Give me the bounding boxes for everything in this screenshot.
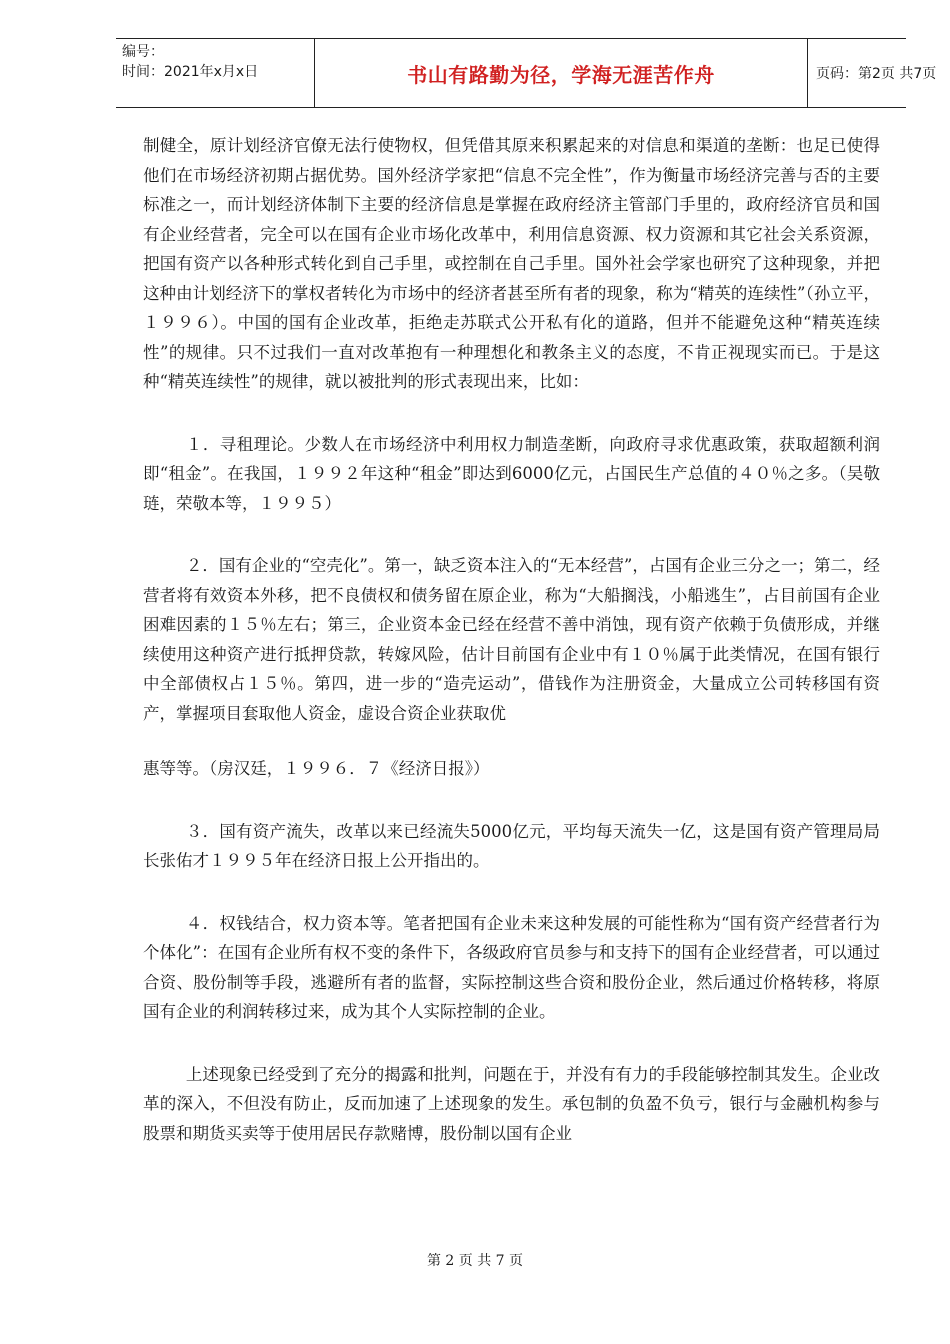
header-meta xyxy=(116,39,314,107)
paragraph-item-2-continued: 惠等等。（房汉廷，１９９６．７《经济日报》） xyxy=(143,759,490,778)
paragraph-intro: 制健全，原计划经济官僚无法行使物权，但凭借其原来积累起来的对信息和渠道的垄断：也足已使得他们在市场经济初期占据优势。国外经济学家把“信息不完全性”，作为衡量市场经济完善与否的主要标准之一，而计划经济体制下主要的经济信息是掌握在政府经济主管部门手里的，政府经济官员和国有企业经营者，完全可以在国有企业市场化改革中，利用信息资源、权力资源和其它社会关系资源，把国有资产以各种形式转化到自己手里，或控制在自己手里。国外社会学家也研究了这种现象，并把这种由计划经济下的掌权者转化为市场中的经济者甚至所有者的现象，称为“精英的连续性”（孙立平，１９９６）。中国的国有企业改革，拒绝走苏联式公开私有化的道路，但并不能避免这种“精英连续性”的规律。只不过我们一直对改革抱有一种理想化和教条主义的态度，不肯正视现实而已。于是这种“精英连续性”的规律，就以被批判的形式表现出来，比如： xyxy=(143,136,880,391)
motto-text: 书山有路勤为径，学海无涯苦作舟 xyxy=(407,62,715,87)
header-page-info: 页码：第2页 共7页 xyxy=(816,66,937,82)
page-header xyxy=(116,38,937,108)
paragraph-conclusion: 上述现象已经受到了充分的揭露和批判，问题在于，并没有有力的手段能够控制其发生。企业改革的深入，不但没有防止，反而加速了上述现象的发生。承包制的负盈不负亏，银行与金融机构参与股票和期货买卖等于使用居民存款赌博，股份制以国有企业 xyxy=(143,1064,880,1143)
document-body xyxy=(143,131,880,1148)
paragraph-item-2: ２．国有企业的“空壳化”。第一，缺乏资本注入的“无本经营”，占国有企业三分之一；第二，经营者将有效资本外移，把不良债权和债务留在原企业，称为“大船搁浅，小船逃生”，占目前国有企业困难因素的１５％左右；第三，企业资本金已经在经营不善中消蚀，现有资产依赖于负债形成，并继续使用这种资产进行抵押贷款，转嫁风险，估计目前国有企业中有１０％属于此类情况，在国有银行中全部债权占１５％。第四，进一步的“造壳运动”，借钱作为注册资金，大量成立公司转移国有资产，掌握项目套取他人资金，虚设合资企业获取优 xyxy=(143,556,880,723)
paragraph-item-1: １．寻租理论。少数人在市场经济中利用权力制造垄断，向政府寻求优惠政策，获取超额利润即“租金”。在我国，１９９２年这种“租金”即达到6000亿元，占国民生产总值的４０％之多。（吴敬琏，荣敬本等，１９９５） xyxy=(143,434,880,513)
time-label: 时间：2021年x月x日 xyxy=(122,64,259,80)
paragraph-item-4: ４．权钱结合，权力资本等。笔者把国有企业未来这种发展的可能性称为“国有资产经营者行为个体化”：在国有企业所有权不变的条件下，各级政府官员参与和支持下的国有企业经营者，可以通过合资、股份制等手段，逃避所有者的监督，实际控制这些合资和股份企业，然后通过价格转移，将原国有企业的利润转移过来，成为其个人实际控制的企业。 xyxy=(143,913,880,1021)
header-motto-cell xyxy=(314,39,808,107)
number-label: 编号： xyxy=(122,44,164,60)
paragraph-item-3: ３．国有资产流失，改革以来已经流失5000亿元，平均每天流失一亿，这是国有资产管理局局长张佑才１９９５年在经济日报上公开指出的。 xyxy=(143,821,880,870)
page-footer: 第 2 页 共 7 页 xyxy=(426,1253,524,1269)
